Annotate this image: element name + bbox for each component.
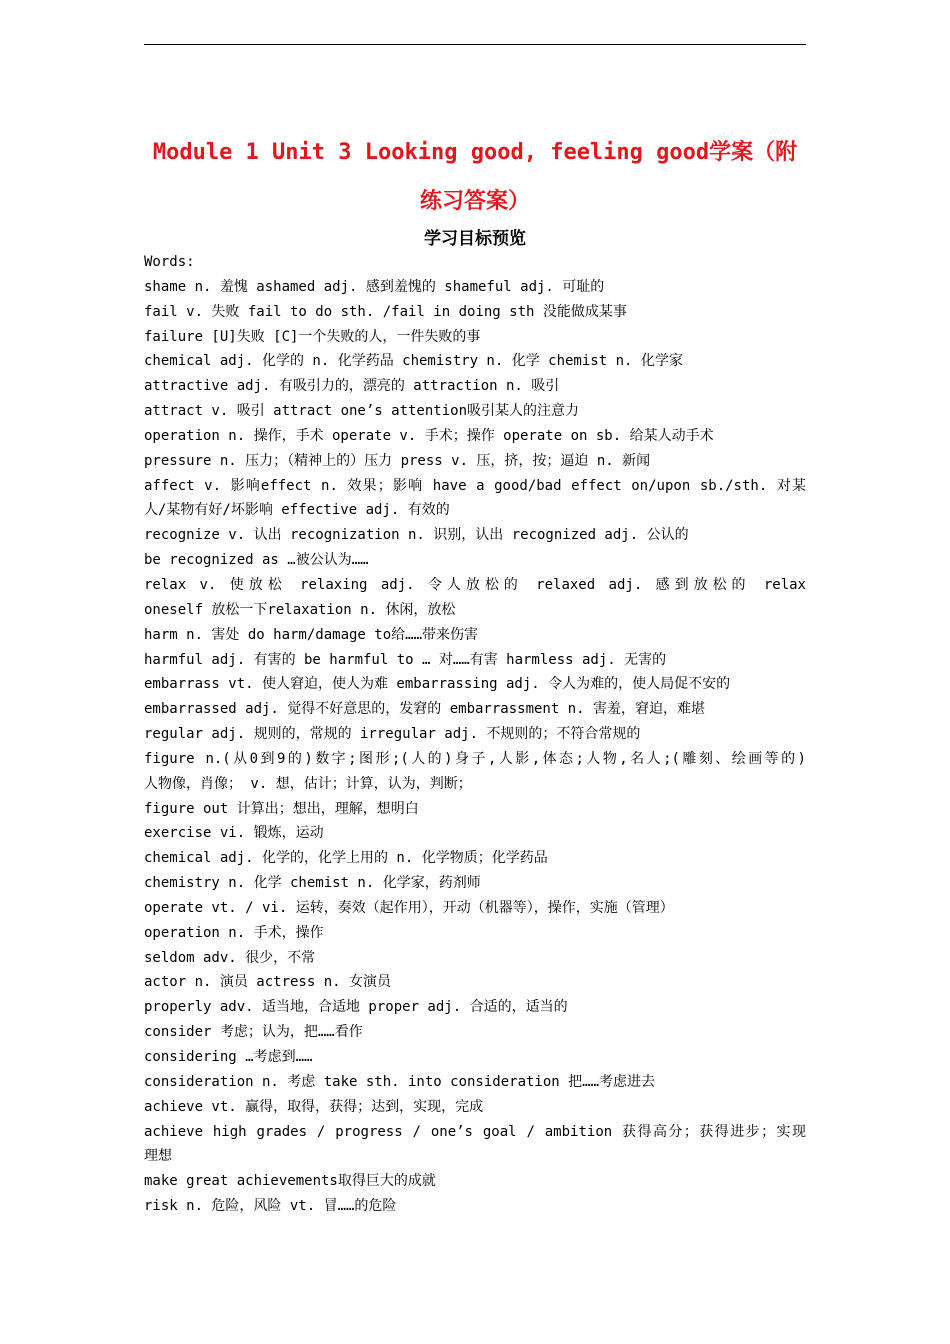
vocab-line: consideration n. 考虑 take sth. into consideration 把……考虑进去 bbox=[144, 1073, 656, 1090]
vocab-line: chemical adj. 化学的，化学上用的 n. 化学物质；化学药品 bbox=[144, 850, 548, 867]
vocab-line: embarrass vt. 使人窘迫，使人为难 embarrassing adj. 令人为难的，使人局促不安的 bbox=[144, 676, 731, 693]
vocab-line: attractive adj. 有吸引力的，漂亮的 attraction n. 吸引 bbox=[144, 378, 560, 395]
vocab-line: oneself 放松一下relaxation n. 休闲，放松 bbox=[144, 601, 456, 618]
vocab-line: 人/某物有好/坏影响 effective adj. 有效的 bbox=[144, 502, 450, 519]
section-heading: 学习目标预览 bbox=[424, 229, 526, 249]
vocab-line: seldom adv. 很少，不常 bbox=[144, 949, 316, 966]
vocab-line: operation n. 操作，手术 operate v. 手术；操作 operate on sb. 给某人动手术 bbox=[144, 427, 714, 444]
vocab-line: risk n. 危险，风险 vt. 冒……的危险 bbox=[144, 1198, 397, 1215]
vocab-line: 理想 bbox=[144, 1148, 172, 1165]
vocab-line: properly adv. 适当地，合适地 proper adj. 合适的，适当的 bbox=[144, 999, 568, 1016]
vocabulary-list bbox=[144, 250, 806, 1219]
vocab-line: considering …考虑到…… bbox=[144, 1049, 313, 1065]
header-rule bbox=[144, 44, 806, 45]
vocab-line: chemical adj. 化学的 n. 化学药品 chemistry n. 化学 chemist n. 化学家 bbox=[144, 353, 683, 370]
vocab-line: 人物像，肖像； v. 想，估计；计算，认为，判断； bbox=[144, 775, 472, 792]
vocab-line: regular adj. 规则的，常规的 irregular adj. 不规则的；不符合常规的 bbox=[144, 726, 641, 743]
vocab-line: failure [U]失败 [C]一个失败的人，一件失败的事 bbox=[144, 328, 481, 345]
vocab-line: figure out 计算出；想出，理解，想明白 bbox=[144, 800, 419, 817]
vocab-line: shame n. 羞愧 ashamed adj. 感到羞愧的 shameful adj. 可耻的 bbox=[144, 278, 605, 295]
document-title: Module 1 Unit 3 Looking good, feeling good学案（附练习答案） bbox=[152, 140, 798, 214]
vocab-line: attract v. 吸引 attract one’s attention吸引某人的注意力 bbox=[144, 403, 580, 420]
vocab-line: embarrassed adj. 觉得不好意思的，发窘的 embarrassment n. 害羞，窘迫，难堪 bbox=[144, 701, 706, 718]
vocab-line: operate vt. / vi. 运转，奏效（起作用），开动（机器等），操作，实施（管理） bbox=[144, 899, 674, 916]
vocab-line: relax v. 使放松 relaxing adj. 令人放松的 relaxed adj. 感到放松的 relax bbox=[144, 576, 806, 593]
vocab-line: be recognized as …被公认为…… bbox=[144, 552, 369, 569]
vocab-line: achieve high grades / progress / one’s goal / ambition 获得高分；获得进步；实现 bbox=[144, 1123, 806, 1140]
vocab-line: recognize v. 认出 recognization n. 识别，认出 recognized adj. 公认的 bbox=[144, 527, 689, 544]
vocab-line: harmful adj. 有害的 be harmful to … 对……有害 harmless adj. 无害的 bbox=[144, 651, 667, 668]
vocab-line: chemistry n. 化学 chemist n. 化学家，药剂师 bbox=[144, 875, 481, 892]
vocab-line: actor n. 演员 actress n. 女演员 bbox=[144, 974, 392, 991]
vocab-line: pressure n. 压力；（精神上的）压力 press v. 压，挤，按；逼迫 n. 新闻 bbox=[144, 452, 651, 469]
vocab-line: figure n.(从0到9的)数字;图形;(人的)身子,人影,体态;人物,名人;(雕刻、绘画等的) bbox=[144, 750, 806, 767]
vocab-line: exercise vi. 锻炼，运动 bbox=[144, 825, 324, 842]
vocab-line: affect v. 影响effect n. 效果；影响 have a good/bad effect on/upon sb./sth. 对某 bbox=[144, 477, 806, 494]
vocab-line: fail v. 失败 fail to do sth. /fail in doing sth 没能做成某事 bbox=[144, 303, 627, 320]
vocab-line: achieve vt. 赢得，取得，获得；达到，实现，完成 bbox=[144, 1098, 484, 1115]
vocab-line: harm n. 害处 do harm/damage to给……带来伤害 bbox=[144, 626, 479, 643]
vocab-line: operation n. 手术，操作 bbox=[144, 924, 324, 941]
vocab-line: Words: bbox=[144, 254, 195, 270]
vocab-line: consider 考虑；认为，把……看作 bbox=[144, 1024, 363, 1041]
vocab-line: make great achievements取得巨大的成就 bbox=[144, 1173, 436, 1190]
